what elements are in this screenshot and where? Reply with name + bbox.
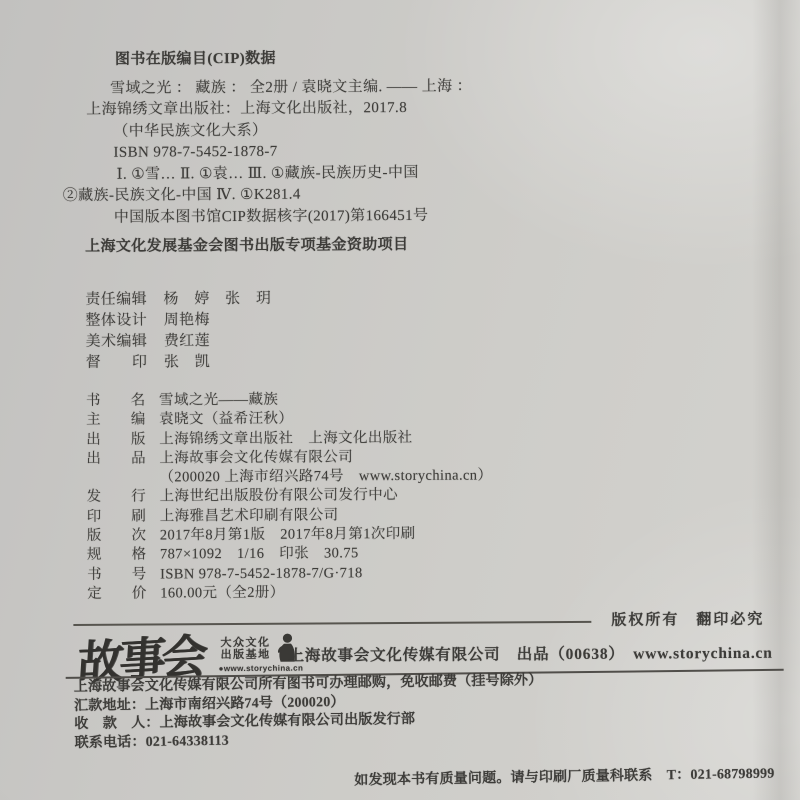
colophon-value: 上海故事会文化传媒有限公司: [159, 449, 354, 467]
colophon-value: 上海世纪出版股份有限公司发行中心: [159, 487, 399, 505]
logo-subtitle-line1: 大众文化: [220, 636, 271, 650]
credit-value: 杨 婷 张 玥: [163, 290, 272, 308]
cip-record-number-line: 中国版本图书馆CIP数据核字(2017)第166451号: [113, 207, 429, 226]
company-imprint-line: 上海故事会文化传媒有限公司 出品（00638） www.storychina.cn: [288, 644, 773, 665]
logo-subtitle-line2: 出版基地: [220, 648, 271, 661]
mail-order-block: [74, 672, 544, 753]
colophon-label: 出 品: [86, 450, 147, 467]
credit-value: 周艳梅: [163, 312, 210, 329]
colophon-row-title: [86, 389, 492, 411]
cip-block: [62, 48, 473, 230]
colophon-block: [86, 389, 493, 604]
credit-label: 美术编辑: [85, 333, 148, 350]
cip-isbn-line: ISBN 978-7-5452-1878-7: [113, 143, 278, 161]
credit-label: 督 印: [85, 354, 148, 371]
colophon-label: 版 次: [86, 527, 147, 544]
cip-classification-line-1: Ⅰ. ①雪… Ⅱ. ①袁… Ⅲ. ①藏族-民族历史-中国: [116, 164, 419, 183]
quality-complaint-note: 如发现本书有质量问题。请与印刷厂质量科联系 T：021-68798999: [354, 766, 775, 789]
cip-header: 图书在版编目(CIP)数据: [114, 50, 276, 68]
logo-bullet: ●: [218, 664, 224, 674]
credits-block: [85, 289, 271, 374]
colophon-label: 规 格: [86, 546, 147, 564]
mail-order-note: 上海故事会文化传媒有限公司所有图书可办理邮购，免收邮费（挂号除外）: [73, 673, 543, 695]
cip-series-line: （中华民族文化大系）: [113, 122, 268, 140]
colophon-row-producer: [86, 447, 492, 469]
cip-title-line: 雪域之光 ： 藏族 ： 全2册 / 袁晓文主编. —— 上海 ：: [110, 78, 473, 97]
colophon-label: 印 刷: [86, 508, 147, 525]
fund-note: 上海文化发展基金会图书出版专项基金资助项目: [85, 236, 409, 255]
logo-subtitle: [220, 638, 270, 661]
colophon-row-chief-editor: [86, 409, 492, 431]
colophon-label: 书 号: [87, 566, 147, 583]
colophon-label: 发 行: [86, 489, 147, 506]
colophon-row-format: [87, 544, 493, 566]
colophon-row-distributor: [87, 486, 493, 508]
colophon-row-isbn: [87, 563, 493, 585]
logo-url-text: www.storychina.cn: [223, 663, 304, 674]
credit-value: 张 凯: [163, 354, 211, 371]
remittance-address: 汇款地址：上海市南绍兴路74号（200020）: [73, 694, 345, 714]
colophon-value: 上海雅昌艺术印刷有限公司: [159, 507, 339, 525]
colophon-row-edition: [87, 525, 493, 547]
credit-label: 整体设计: [85, 312, 148, 329]
credit-row-art-editor: [86, 331, 272, 353]
colophon-value: 雪域之光——藏族: [158, 391, 279, 409]
colophon-row-producer-address: [86, 467, 492, 489]
colophon-value: （200020 上海市绍兴路74号 www.storychina.cn）: [159, 467, 493, 486]
storychina-logo: 故事会: [75, 630, 205, 690]
cip-classification-line-2: ②藏族-民族文化-中国 Ⅳ. ①K281.4: [62, 186, 301, 205]
colophon-value: 160.00元（全2册）: [160, 584, 285, 602]
colophon-value: 上海锦绣文章出版社 上海文化出版社: [159, 429, 413, 448]
colophon-label: 定 价: [87, 585, 147, 602]
colophon-value: ISBN 978-7-5452-1878-7/G·718: [160, 564, 363, 583]
credit-value: 费红莲: [163, 333, 211, 350]
colophon-value: 袁晓文（益希汪秋）: [159, 410, 294, 428]
credit-row-design: [85, 310, 271, 332]
credit-label: 责任编辑: [85, 291, 148, 308]
colophon-value: 2017年8月第1版 2017年8月第1次印刷: [159, 525, 416, 544]
colophon-row-publisher: [86, 428, 492, 450]
payee: 收 款 人：上海故事会文化传媒有限公司出版发行部: [74, 712, 416, 733]
colophon-row-price: [87, 582, 493, 604]
credit-row-print-supervisor: [86, 352, 272, 374]
colophon-row-printer: [87, 505, 493, 527]
contact-phone: 联系电话：021-64338113: [74, 733, 230, 751]
colophon-value: 787×1092 1/16 印张 30.75: [159, 545, 359, 563]
colophon-label: 出 版: [86, 431, 146, 448]
copyright-notice: 版权所有 翻印必究: [611, 611, 765, 629]
credit-row-editor: [85, 289, 271, 311]
cip-publisher-line: 上海锦绣文章出版社：上海文化出版社，2017.8: [86, 99, 408, 118]
colophon-label: 主 编: [86, 411, 146, 429]
colophon-label: 书 名: [85, 392, 146, 409]
